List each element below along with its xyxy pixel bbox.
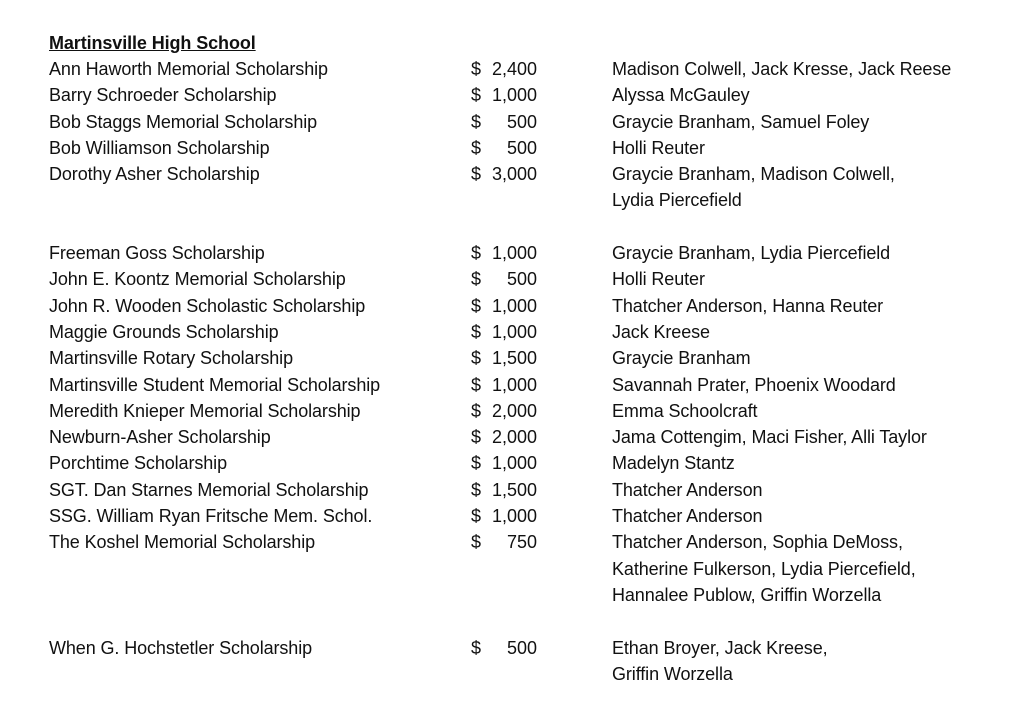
scholarship-row xyxy=(49,424,1009,450)
scholarship-group xyxy=(49,56,1009,214)
scholarship-row xyxy=(49,529,1009,608)
scholarship-group xyxy=(49,240,1009,608)
scholarship-amount xyxy=(471,635,612,688)
scholarship-document xyxy=(49,30,1009,687)
currency-symbol: $ xyxy=(471,427,482,448)
scholarship-name: When G. Hochstetler Scholarship xyxy=(49,637,313,658)
school-title: Martinsville High School xyxy=(49,33,256,53)
scholarship-amount xyxy=(471,503,612,529)
scholarship-name: SGT. Dan Starnes Memorial Scholarship xyxy=(49,479,369,500)
amount-value: 1,500 xyxy=(491,348,537,369)
scholarship-recipients: Graycie Branham, Madison Colwell, Lydia Piercefield xyxy=(612,164,895,211)
scholarship-name: Martinsville Student Memorial Scholarship xyxy=(49,374,381,395)
scholarship-recipients: Ethan Broyer, Jack Kreese, Griffin Worzella xyxy=(612,637,828,684)
scholarship-name: Dorothy Asher Scholarship xyxy=(49,164,260,185)
scholarship-amount xyxy=(471,293,612,319)
scholarship-amount xyxy=(471,477,612,503)
currency-symbol: $ xyxy=(471,295,482,316)
scholarship-name: The Koshel Memorial Scholarship xyxy=(49,532,316,553)
scholarship-amount xyxy=(471,82,612,108)
currency-symbol: $ xyxy=(471,164,482,185)
scholarship-name: Barry Schroeder Scholarship xyxy=(49,85,277,106)
amount-value: 1,000 xyxy=(491,295,537,316)
currency-symbol: $ xyxy=(471,532,482,553)
scholarship-list xyxy=(49,56,1009,687)
amount-value: 1,000 xyxy=(491,243,537,264)
currency-symbol: $ xyxy=(471,348,482,369)
scholarship-recipients: Holli Reuter xyxy=(612,269,705,290)
amount-value: 3,000 xyxy=(491,164,537,185)
scholarship-recipients: Holli Reuter xyxy=(612,137,705,158)
scholarship-name: Bob Williamson Scholarship xyxy=(49,137,270,158)
scholarship-row xyxy=(49,161,1009,214)
scholarship-amount xyxy=(471,345,612,371)
currency-symbol: $ xyxy=(471,59,482,79)
scholarship-row xyxy=(49,319,1009,345)
scholarship-name: John E. Koontz Memorial Scholarship xyxy=(49,269,346,290)
scholarship-row xyxy=(49,345,1009,371)
currency-symbol: $ xyxy=(471,111,482,132)
currency-symbol: $ xyxy=(471,374,482,395)
scholarship-row xyxy=(49,135,1009,161)
amount-value: 2,000 xyxy=(491,427,537,448)
scholarship-row xyxy=(49,372,1009,398)
scholarship-name: Freeman Goss Scholarship xyxy=(49,243,265,264)
scholarship-name: John R. Wooden Scholastic Scholarship xyxy=(49,295,366,316)
scholarship-recipients: Graycie Branham, Lydia Piercefield xyxy=(612,243,891,264)
scholarship-name: Porchtime Scholarship xyxy=(49,453,227,474)
amount-value: 2,000 xyxy=(491,400,537,421)
scholarship-amount xyxy=(471,109,612,135)
scholarship-recipients: Alyssa McGauley xyxy=(612,85,750,106)
scholarship-group xyxy=(49,635,1009,688)
scholarship-recipients: Graycie Branham xyxy=(612,348,751,369)
scholarship-row xyxy=(49,266,1009,292)
scholarship-amount xyxy=(471,398,612,424)
group-spacer xyxy=(49,608,1009,634)
currency-symbol: $ xyxy=(471,137,482,158)
currency-symbol: $ xyxy=(471,400,482,421)
currency-symbol: $ xyxy=(471,85,482,106)
amount-value: 500 xyxy=(506,137,537,158)
currency-symbol: $ xyxy=(471,269,482,290)
scholarship-row xyxy=(49,503,1009,529)
amount-value: 500 xyxy=(506,269,537,290)
scholarship-name: Maggie Grounds Scholarship xyxy=(49,321,279,342)
scholarship-row xyxy=(49,109,1009,135)
scholarship-row xyxy=(49,398,1009,424)
scholarship-recipients: Thatcher Anderson xyxy=(612,506,763,527)
scholarship-amount xyxy=(471,266,612,292)
scholarship-recipients: Savannah Prater, Phoenix Woodard xyxy=(612,374,896,395)
scholarship-amount xyxy=(471,319,612,345)
amount-value: 500 xyxy=(506,111,537,132)
scholarship-name: SSG. William Ryan Fritsche Mem. Schol. xyxy=(49,506,373,527)
amount-value: 1,000 xyxy=(491,453,537,474)
currency-symbol: $ xyxy=(471,637,482,658)
scholarship-recipients: Madelyn Stantz xyxy=(612,453,735,474)
scholarship-row xyxy=(49,477,1009,503)
scholarship-recipients: Emma Schoolcraft xyxy=(612,400,758,421)
scholarship-name: Ann Haworth Memorial Scholarship xyxy=(49,59,328,79)
amount-value: 1,000 xyxy=(491,374,537,395)
amount-value: 2,400 xyxy=(491,59,537,79)
scholarship-recipients: Thatcher Anderson xyxy=(612,479,763,500)
scholarship-row xyxy=(49,240,1009,266)
amount-value: 1,000 xyxy=(491,321,537,342)
scholarship-recipients: Graycie Branham, Samuel Foley xyxy=(612,111,870,132)
amount-value: 1,000 xyxy=(491,506,537,527)
scholarship-amount xyxy=(471,372,612,398)
scholarship-amount xyxy=(471,424,612,450)
scholarship-name: Meredith Knieper Memorial Scholarship xyxy=(49,400,361,421)
scholarship-amount xyxy=(471,529,612,608)
scholarship-name: Bob Staggs Memorial Scholarship xyxy=(49,111,318,132)
currency-symbol: $ xyxy=(471,506,482,527)
currency-symbol: $ xyxy=(471,479,482,500)
scholarship-amount xyxy=(471,56,612,82)
amount-value: 500 xyxy=(506,637,537,658)
amount-value: 1,500 xyxy=(491,479,537,500)
scholarship-amount xyxy=(471,161,612,214)
scholarship-name: Newburn-Asher Scholarship xyxy=(49,427,271,448)
scholarship-amount xyxy=(471,450,612,476)
scholarship-amount xyxy=(471,240,612,266)
scholarship-recipients: Madison Colwell, Jack Kresse, Jack Reese xyxy=(612,59,952,79)
group-spacer xyxy=(49,214,1009,240)
amount-value: 1,000 xyxy=(491,85,537,106)
scholarship-row xyxy=(49,82,1009,108)
scholarship-name: Martinsville Rotary Scholarship xyxy=(49,348,293,369)
currency-symbol: $ xyxy=(471,243,482,264)
scholarship-row xyxy=(49,56,1009,82)
amount-value: 750 xyxy=(506,532,537,553)
scholarship-row xyxy=(49,450,1009,476)
currency-symbol: $ xyxy=(471,321,482,342)
scholarship-recipients: Jama Cottengim, Maci Fisher, Alli Taylor xyxy=(612,427,927,448)
scholarship-row xyxy=(49,293,1009,319)
scholarship-recipients: Jack Kreese xyxy=(612,321,710,342)
scholarship-recipients: Thatcher Anderson, Hanna Reuter xyxy=(612,295,884,316)
scholarship-row xyxy=(49,635,1009,688)
currency-symbol: $ xyxy=(471,453,482,474)
scholarship-amount xyxy=(471,135,612,161)
scholarship-recipients: Thatcher Anderson, Sophia DeMoss, Katherine Fulkerson, Lydia Piercefield, Hannalee Publow, Griffin Worzella xyxy=(612,532,916,605)
